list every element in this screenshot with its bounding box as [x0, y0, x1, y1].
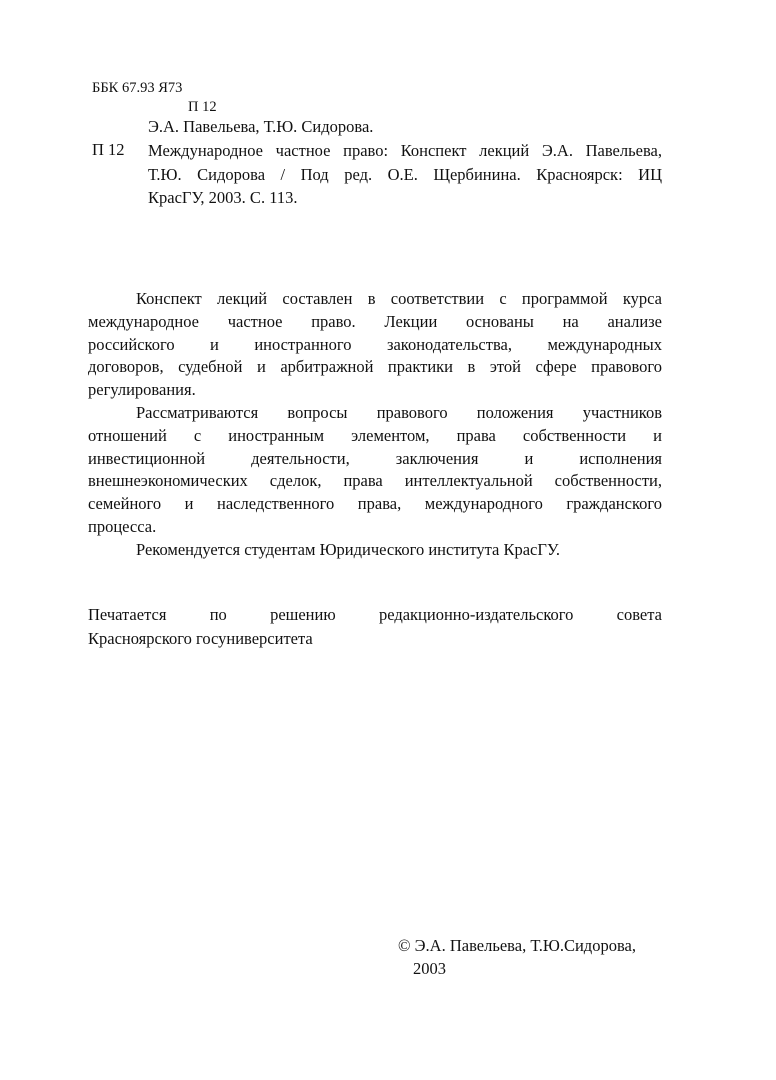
- abstract-paragraph-2: [88, 402, 662, 539]
- citation: [148, 139, 662, 210]
- publication-note-line: Печатается по решению редакционно-издательского совета: [88, 605, 662, 624]
- copyright-line: © Э.А. Павельева, Т.Ю.Сидорова,: [398, 936, 636, 955]
- abstract-line: инвестиционной деятельности, заключения и исполнения: [88, 448, 662, 468]
- abstract-paragraph-1: [88, 288, 662, 402]
- abstract-line: семейного и наследственного права, международного гражданского: [88, 494, 662, 514]
- authors-line: Э.А. Павельева, Т.Ю. Сидорова.: [148, 117, 374, 136]
- abstract-line: внешнеэкономических сделок, права интеллектуальной собственности,: [88, 471, 662, 491]
- citation-line: Международное частное право: Конспект лекций Э.А. Павельева,: [148, 141, 662, 160]
- bbk-code: ББК 67.93 Я73: [92, 80, 183, 96]
- abstract-line: процесса.: [88, 516, 157, 536]
- abstract-line: регулирования.: [88, 380, 196, 400]
- abstract-line: отношений с иностранным элементом, права собственности и: [88, 425, 662, 445]
- abstract-line: Рассматриваются вопросы правового положения участников: [136, 403, 662, 422]
- abstract-line: договоров, судебной и арбитражной практики в этой сфере правового: [88, 357, 662, 377]
- abstract-line: Конспект лекций составлен в соответствии с программой курса: [136, 289, 662, 308]
- citation-line: Т.Ю. Сидорова / Под ред. О.Е. Щербинина. Красноярск: ИЦ: [148, 164, 662, 184]
- abstract-line: международное частное право. Лекции основаны на анализе: [88, 311, 662, 331]
- citation-line: КрасГУ, 2003. С. 113.: [148, 188, 298, 207]
- publication-note: [88, 603, 662, 651]
- abstract-line: российского и иностранного законодательства, международных: [88, 334, 662, 354]
- author-code: П 12: [188, 99, 217, 115]
- index-label: П 12: [92, 140, 125, 159]
- copyright-year: 2003: [413, 959, 446, 978]
- abstract-recommendation: Рекомендуется студентам Юридического института КрасГУ.: [136, 540, 561, 559]
- publication-note-line: Красноярского госуниверситета: [88, 629, 313, 648]
